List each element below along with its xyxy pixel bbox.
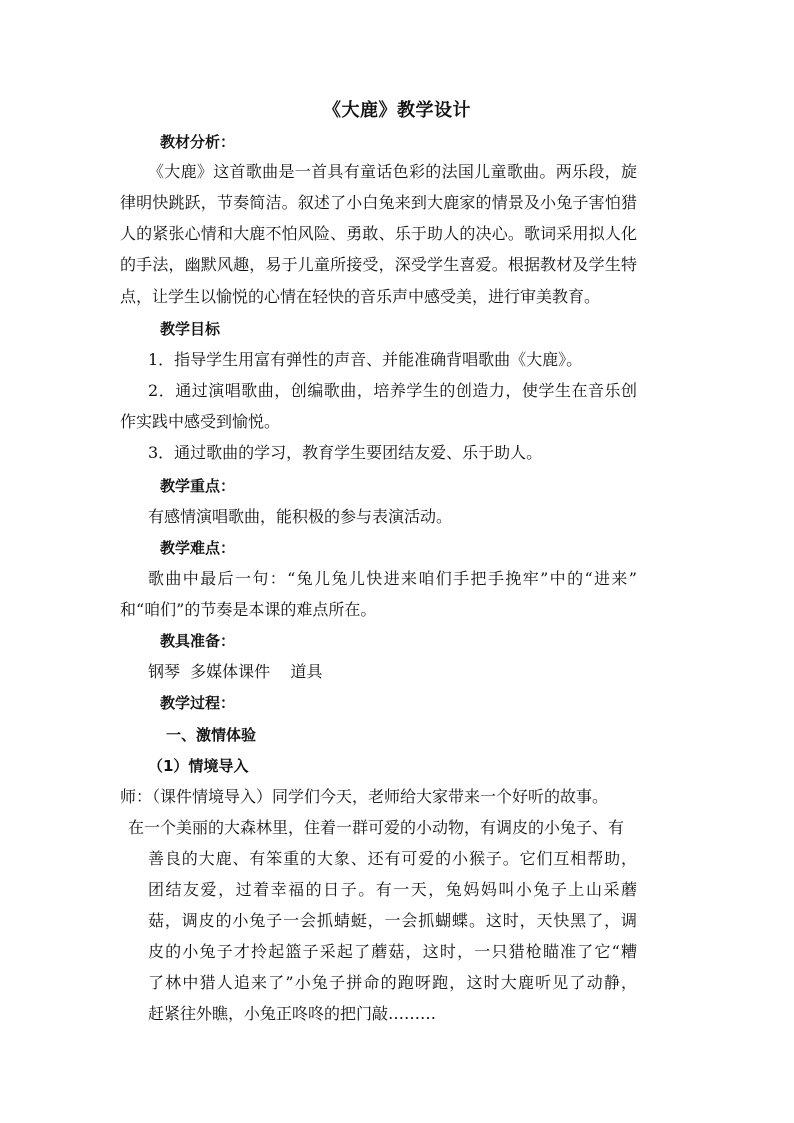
story-line: 善良的大鹿、有笨重的大象、还有可爱的小猴子。它们互相帮助，: [148, 849, 637, 868]
section-heading: 一、激情体验: [166, 726, 257, 744]
analysis-line: 《大鹿》这首歌曲是一首具有童话色彩的法国儿童歌曲。两乐段，旋: [148, 162, 637, 181]
goal-item-2: 2．通过演唱歌曲，创编歌曲，培养学生的创造力，使学生在音乐创: [148, 381, 637, 400]
tools-heading: 教具准备：: [160, 632, 236, 650]
teacher-line: 师：（课件情境导入）同学们今天，老师给大家带来一个好听的故事。: [120, 787, 609, 806]
analysis-line: 点，让学生以愉悦的心情在轻快的音乐声中感受美，进行审美教育。: [120, 287, 601, 306]
key-text: 有感情演唱歌曲，能积极的参与表演活动。: [148, 507, 453, 526]
analysis-heading: 教材分析：: [160, 133, 236, 151]
difficulty-heading: 教学难点：: [160, 539, 236, 557]
story-line: 皮的小兔子才拎起篮子采起了蘑菇，这时，一只猎枪瞄准了它“糟: [148, 942, 637, 961]
story-line: 团结友爱，过着幸福的日子。有一天，兔妈妈叫小兔子上山采蘑: [148, 880, 637, 899]
goal-item-3: 3．通过歌曲的学习，教育学生要团结友爱、乐于助人。: [148, 443, 543, 462]
difficulty-line: 歌曲中最后一句：“兔儿兔儿快进来咱们手把手挽牢”中的“进来”: [148, 569, 637, 588]
goal-item-1: 1．指导学生用富有弹性的声音、并能准确背唱歌曲《大鹿》。: [148, 350, 583, 369]
goals-heading: 教学目标: [160, 320, 221, 338]
process-heading: 教学过程：: [160, 694, 236, 712]
goal-item-2-cont: 作实践中感受到愉悦。: [120, 412, 281, 431]
analysis-line: 人的紧张心情和大鹿不怕风险、勇敢、乐于助人的决心。歌词采用拟人化: [120, 224, 637, 243]
key-heading: 教学重点：: [160, 477, 236, 495]
analysis-line: 律明快跳跃，节奏简洁。叙述了小白兔来到大鹿家的情景及小兔子害怕猎: [120, 193, 637, 212]
analysis-line: 的手法，幽默风趣，易于儿童所接受，深受学生喜爱。根据教材及学生特: [120, 255, 637, 274]
tools-text: 钢琴 多媒体课件 道具: [148, 662, 323, 681]
story-line: 菇，调皮的小兔子一会抓蜻蜓，一会抓蝴蝶。这时，天快黑了，调: [148, 911, 637, 930]
story-line: 在一个美丽的大森林里，住着一群可爱的小动物，有调皮的小兔子、有: [128, 818, 625, 837]
story-line: 了林中猎人追来了”小兔子拼命的跑呀跑，这时大鹿听见了动静，: [148, 973, 637, 992]
subsection-heading: （1）情境导入: [148, 757, 249, 775]
page-title: 《大鹿》教学设计: [323, 100, 471, 121]
difficulty-line: 和“咱们”的节奏是本课的难点所在。: [120, 600, 377, 619]
story-line: 赶紧往外瞧，小兔正咚咚的把门敲………: [148, 1004, 437, 1023]
